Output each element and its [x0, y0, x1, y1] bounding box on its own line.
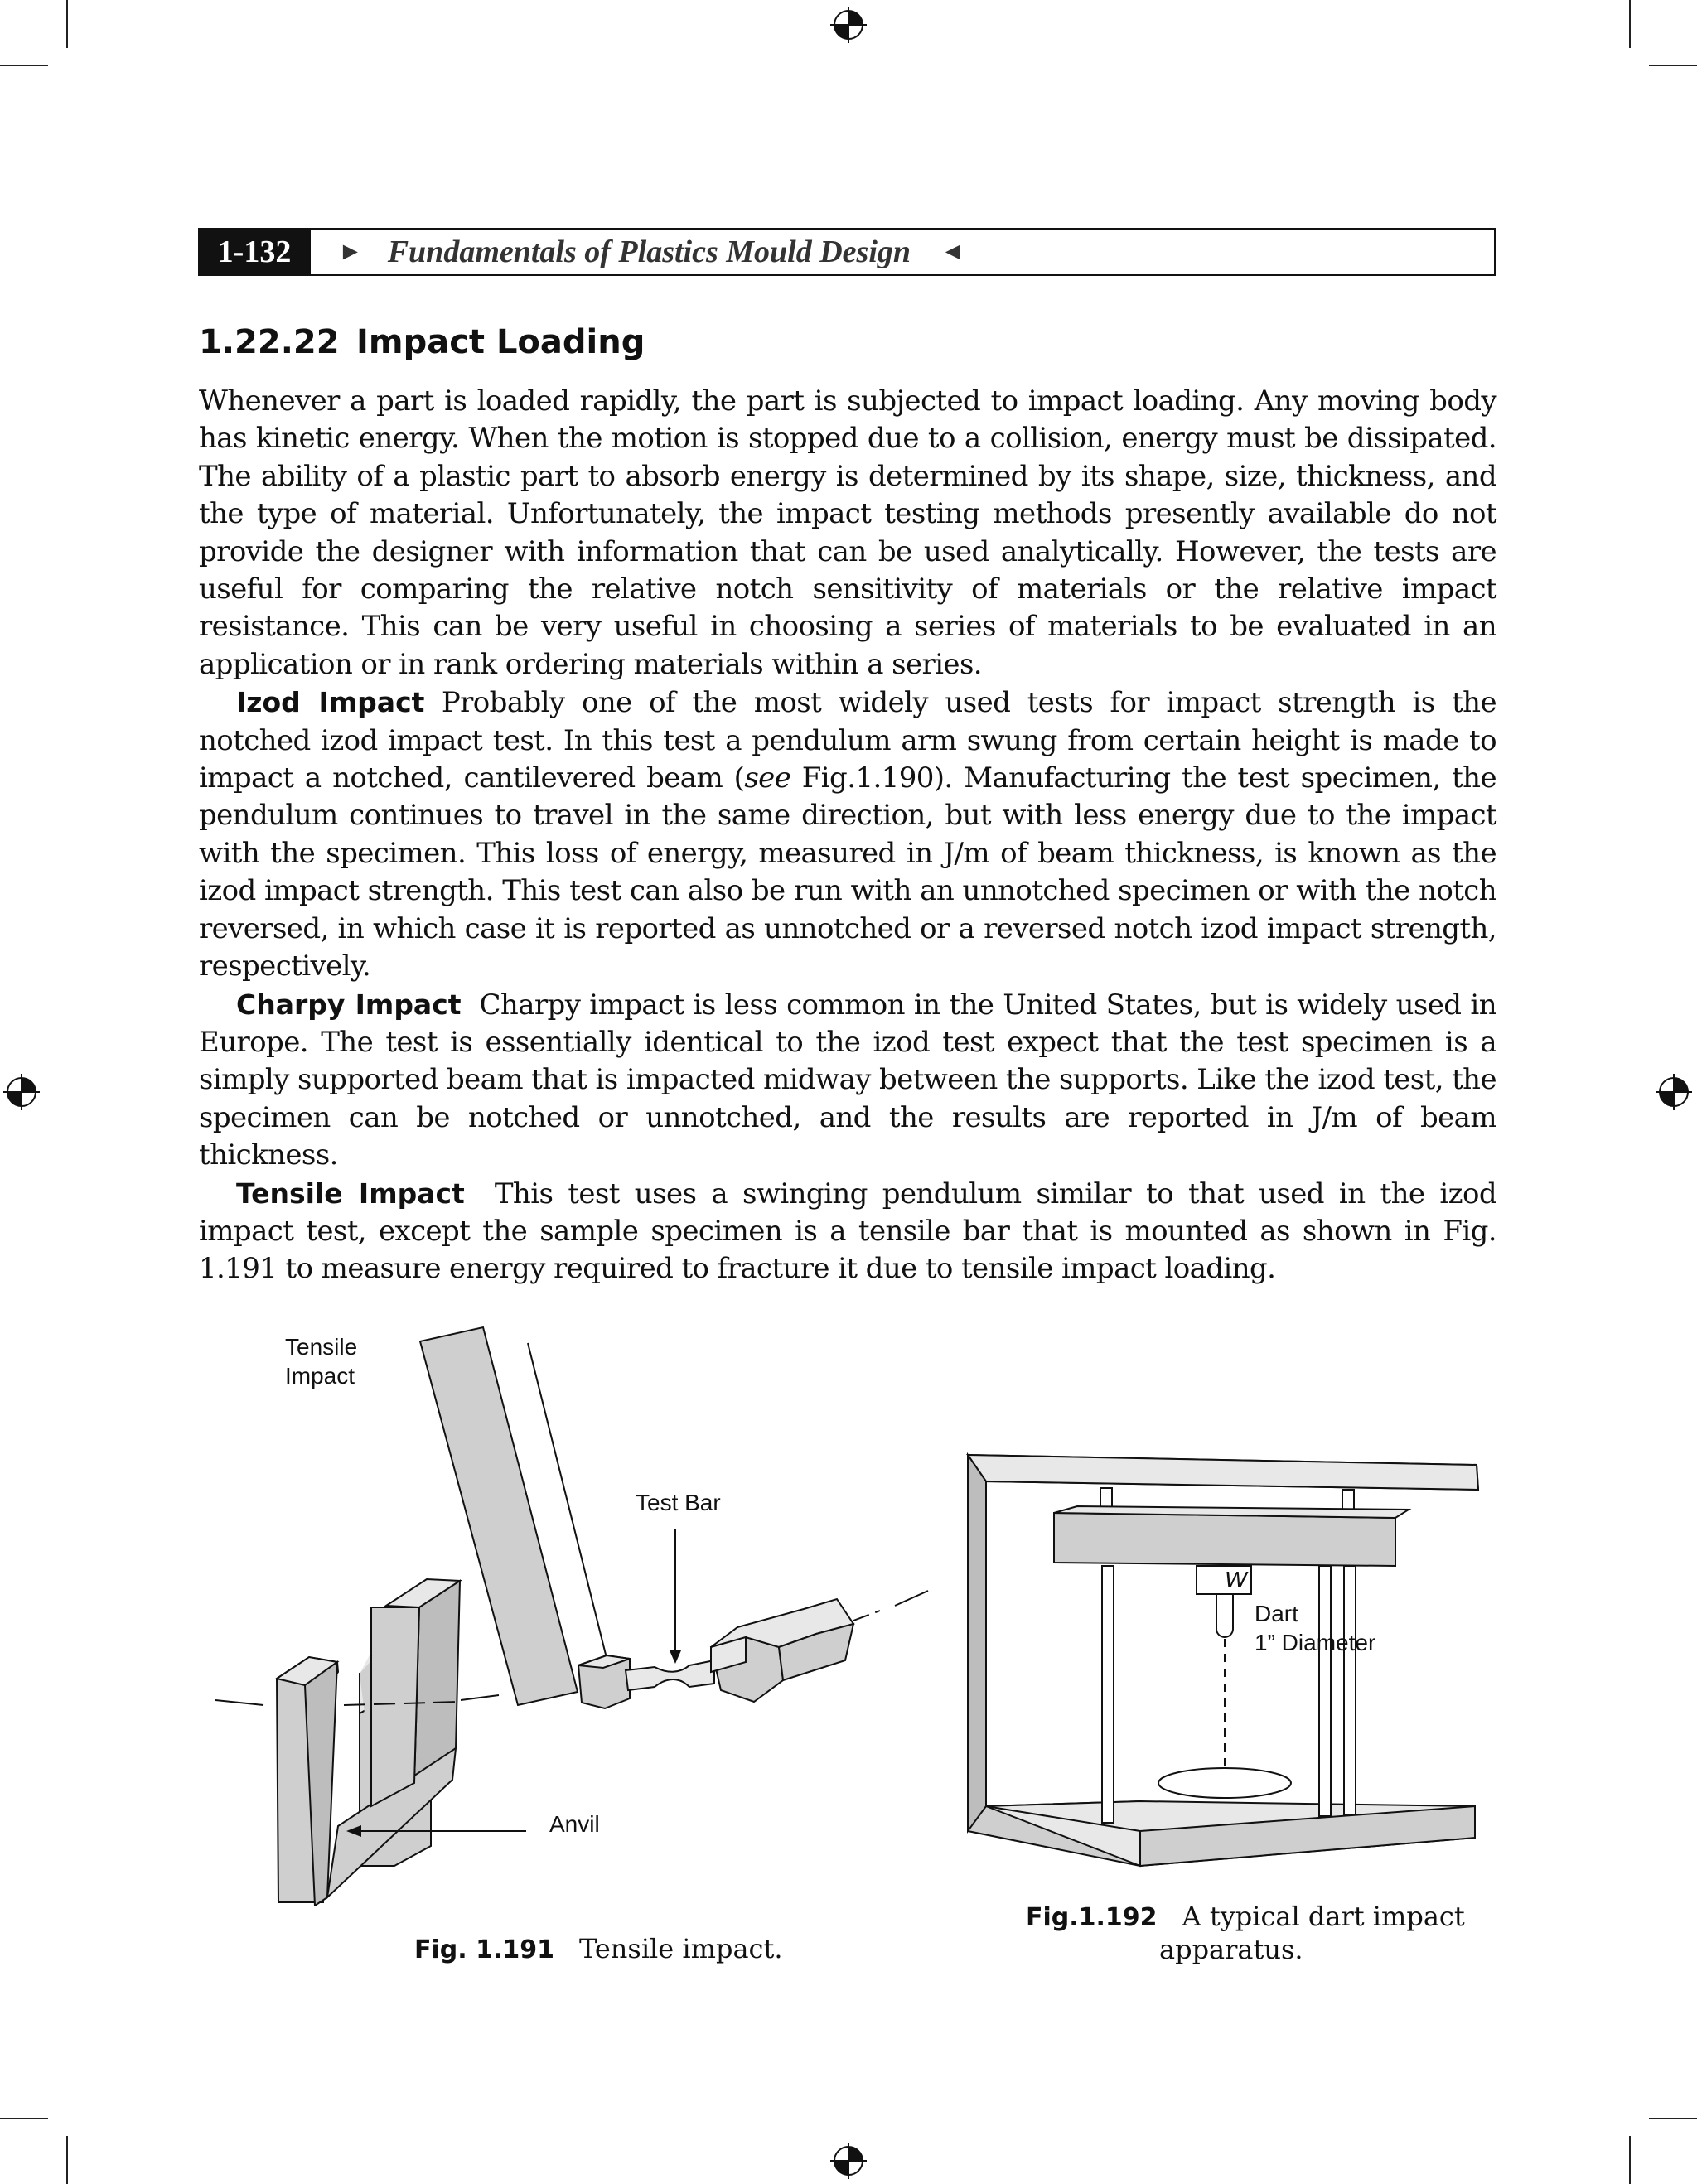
crop-mark	[66, 0, 68, 48]
paragraph-izod-text-2: Fig.1.190). Manufacturing the test specimen, the pendulum continues to travel in the same direction, but with less energy due to the impact with the specimen. This loss of energy, measured in J/m of beam thickness, is known as the izod impact strength. This test can also be run with an unnotched specimen or with the notch reversed, in which case it is reported as unnotched or a reversed notch izod impact strength, respectively.	[199, 761, 1496, 983]
crop-mark	[1649, 65, 1697, 66]
paragraph-charpy	[199, 986, 1506, 1175]
page-number: 1-132	[198, 228, 311, 276]
label-weight: W	[1225, 1567, 1247, 1592]
paragraph-tensile	[199, 1175, 1506, 1288]
crop-mark	[1629, 0, 1631, 48]
target-ring	[1158, 1768, 1291, 1798]
registration-mark-icon	[830, 7, 867, 43]
crop-mark	[0, 2118, 48, 2119]
label-dart-diameter: 1” Diameter	[1255, 1630, 1376, 1655]
run-in-heading-charpy: Charpy Impact	[236, 988, 462, 1021]
book-title	[338, 228, 965, 276]
label-dart	[1255, 1599, 1375, 1657]
test-bar	[626, 1660, 714, 1690]
figure-191-text: Tensile impact.	[578, 1933, 783, 1964]
label-tensile-line1: Tensile	[285, 1334, 358, 1360]
registration-mark-icon	[1656, 1074, 1692, 1110]
section-heading	[199, 323, 645, 361]
label-test-bar: Test Bar	[636, 1490, 721, 1515]
paragraph-intro: Whenever a part is loaded rapidly, the part is subjected to impact loading. Any moving body has kinetic energy. When the motion is stopped due to a collision, energy must be dissipated. The ability of a plastic part to absorb energy is determined by its shape, size, thickness, and the type of material. Unfortunately, the impact testing methods presently available do not provide the designer with information that can be used analytically. However, the tests are useful for comparing the relative notch sensitivity of materials or the relative impact resistance. This can be very useful in choosing a series of materials to be evaluated in an application or in rank ordering materials within a series.	[199, 384, 1496, 681]
paragraph-izod-text: Probably one of the most widely used tests for impact strength is the notched izod impact test. In this test a pendulum arm swung from certain height is made to impact a notched, cantilevered beam (	[199, 686, 1496, 795]
crop-mark	[1629, 2136, 1631, 2184]
label-anvil: Anvil	[549, 1811, 600, 1837]
registration-mark-icon	[3, 1074, 40, 1110]
crop-mark	[66, 2136, 68, 2184]
crop-mark	[0, 65, 48, 66]
weight-carriage	[1054, 1513, 1395, 1566]
figure-192-text-line2: apparatus.	[1159, 1934, 1303, 1965]
paragraph-izod	[199, 684, 1496, 985]
figure-191-caption	[414, 1933, 782, 1964]
dart	[1216, 1594, 1233, 1637]
label-dart-name: Dart	[1255, 1601, 1298, 1626]
section-title-text: Impact Loading	[356, 323, 645, 361]
figure-192-text-line1: A typical dart impact	[1182, 1901, 1465, 1932]
right-arrow-icon: ►	[338, 238, 363, 265]
figure-192-number: Fig.1.192	[1026, 1903, 1158, 1932]
body-text	[199, 383, 1506, 1288]
run-in-heading-tensile: Tensile Impact	[236, 1177, 465, 1210]
see-reference: see	[744, 761, 791, 795]
guide-rod	[1102, 1566, 1114, 1823]
registration-mark-icon	[830, 2143, 867, 2179]
paragraph-charpy-text: Charpy impact is less common in the United States, but is widely used in Europe. The test is essentially identical to the izod test expect that the test specimen is a simply supported beam that is impacted midway between the supports. Like the izod test, the specimen can be notched or unnotched, and the results are reported in J/m of beam thickness.	[199, 988, 1506, 1172]
left-arrow-icon: ◄	[940, 238, 965, 265]
label-tensile-line2: Impact	[285, 1363, 355, 1389]
crop-mark	[1649, 2118, 1697, 2119]
dart-impact-apparatus-diagram	[961, 1442, 1492, 1889]
figure-192-caption	[1026, 1901, 1465, 1965]
run-in-heading-izod: Izod Impact	[236, 686, 425, 719]
paragraph-tensile-text: This test uses a swinging pendulum similar to that used in the izod impact test, except the sample specimen is a tensile bar that is mounted as shown in Fig. 1.191 to measure energy required to fracture it due to tensile impact loading.	[199, 1177, 1506, 1286]
section-number: 1.22.22	[199, 323, 340, 361]
label-tensile-impact	[285, 1332, 357, 1390]
figure-191-number: Fig. 1.191	[414, 1935, 554, 1964]
book-title-text: Fundamentals of Plastics Mould Design	[387, 234, 911, 269]
